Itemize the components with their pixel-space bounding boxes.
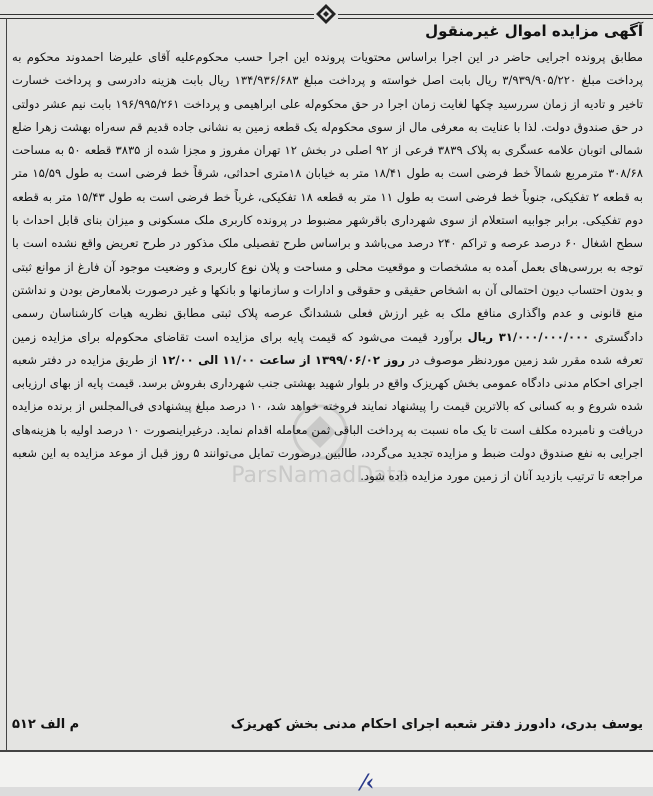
notice-body <box>12 46 643 489</box>
adjacent-page-scrap <box>0 752 653 787</box>
notice-text-part1: مطابق پرونده اجرایی حاضر در این اجرا براساس محتویات پرونده این اجرا حسب محکوم‌علیه آقای علیرضا احمدوند محکوم به پرداخت مبلغ ۳/۹۳۹/۹۰۵/۲۲۰ ریال بابت اصل خواسته و پرداخت مبلغ ۱۳۴/۹۳۶/۶۸۳ ریال بابت هزینه دادرسی و پرداخت خسارت تاخیر و تادیه از زمان سررسید چکها لغایت زمان اجرا در حق محکوم‌له علی ابراهیمی و پرداخت ۱۹۶/۹۹۵/۲۶۱ بابت نیم عشر دولتی در حق صندوق دولت. لذا با عنایت به معرفی مال از سوی محکوم‌له یک قطعه زمین به نشانی جاده قدیم قم سه‌راه بهشت زهرا ضلع شمالی اتوبان علامه عسگری به پلاک ۳۸۳۹ فرعی از ۹۲ اصلی در بخش ۱۲ تهران مفروز و مجزا شده از ۳۸۳۵ قطعه ۵۰ به مساحت ۳۰۸/۶۸ مترمربع شمالاً خط فرضی است به طول ۱۸/۴۱ متر به خیابان ۱۸متری احداثی، شرقاً خط فرضی است به طول ۱۵/۵۹ متر به قطعه ۲ تفکیکی، جنوباً خط فرضی است به طول ۱۱ متر به قطعه ۱۸ تفکیکی، غرباً خط فرضی است به طول ۱۵/۴۳ متر به قطعه دوم تفکیکی. برابر جوابیه استعلام از سوی شهرداری باقرشهر مضبوط در پرونده کاربری ملک مسکونی و میزان بنای قابل احداث با سطح اشغال ۶۰ درصد عرصه و تراکم ۲۴۰ درصد می‌باشد و براساس طرح تفصیلی ملک مذکور در طرح تعریض واقع نشده است با توجه به بررسی‌های بعمل آمده به مشخصات و موقعیت محلی و مساحت و پلان نوع کاربری و وضعیت موجود آن فارغ از موانع ثبتی و بدون احتساب دیون احتمالی آن به اشخاص حقیقی و حقوقی و ادارات و سازمانها و بانکها و غیر درصورت بلامعارض بودن و نداشتن منع قانونی و عدم واگذاری منافع ملک به غیر ارزش فعلی ششدانگ عرصه پلاک ثبتی مطابق نظریه هیات کارشناسان رسمی دادگستری <box>12 50 644 344</box>
base-price: ۳۱/۰۰۰/۰۰۰/۰۰۰ ریال <box>467 329 590 344</box>
notice-text-part3: از طریق مزایده در دفتر شعبه اجرای احکام مدنی دادگاه عمومی بخش کهریزک واقع در بلوار شهید بهشتی جنب شهرداری بفروش برسد. قیمت پایه از بهای ارزیابی شده شروع و به کسانی که بالاترین قیمت را پیشنهاد نمایند فروخته خواهد شد، ۱۰ درصد مبلغ پیشنهادی فی‌المجلس از برنده مزایده دریافت و نامبرده مکلف است تا یک ماه نسبت به پرداخت الباقی ثمن معامله اقدام نماید. درغیراینصورت ۱۰ درصد اولیه با هزینه‌های اجرایی به نفع صندوق دولت ضبط و مزایده تجدید می‌گردد، طالبین درصورت تمایل می‌توانند ۵ روز قبل از موعد مزایده به این شعبه مراجعه تا ترتیب بازدید آنان از زمین مورد مزایده داده شود. <box>12 352 643 484</box>
auction-date-time: روز ۱۳۹۹/۰۶/۰۲ از ساعت ۱۱/۰۰ الی ۱۲/۰۰ <box>161 352 405 367</box>
watermark-text: ParsNamadData <box>231 463 409 488</box>
notice-text-part2: برآورد قیمت می‌شود که قیمت پایه برای مزایده است تقاضای محکوم‌له برای مزایده زمین تعرفه شده مقرر شد زمین موردنظر موصوف در <box>12 329 643 367</box>
signature-line <box>12 717 643 732</box>
signature: یوسف بدری، دادورز دفتر شعبه اجرای احکام مدنی بخش کهریزک <box>230 717 643 732</box>
scrap-mark-icon: ⁄‹ <box>362 770 375 796</box>
notice-title: آگهی مزایده اموال غیرمنقول <box>425 22 643 40</box>
notice-paragraph <box>12 46 643 489</box>
notice-code: م الف ۵۱۲ <box>12 717 80 732</box>
